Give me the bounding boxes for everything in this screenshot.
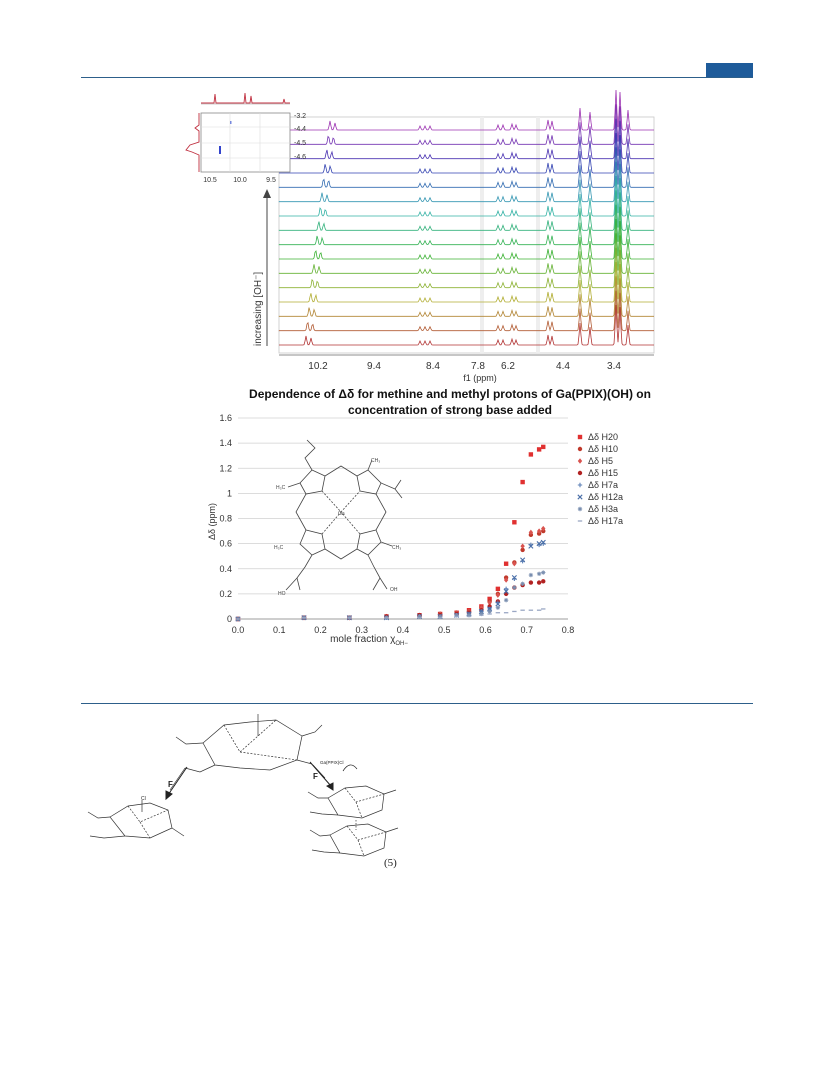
chart-x-tick: 0.4: [396, 625, 410, 635]
nmr-x-tick: 8.4: [426, 361, 440, 372]
nmr-x-tick: 9.4: [367, 361, 381, 372]
chart-x-tick: 0.8: [561, 625, 575, 635]
nmr-x-tick: 7.8: [471, 361, 485, 372]
chart-y-tick: 0.8: [219, 513, 232, 524]
svg-text:OH: OH: [390, 587, 398, 593]
scheme-f-right: F: [313, 772, 318, 781]
legend-label: Δδ H15: [588, 468, 619, 478]
chart-title-line2: concentration of strong base added: [347, 403, 553, 417]
svg-text:HO: HO: [278, 591, 286, 597]
svg-text:H₃C: H₃C: [276, 485, 286, 491]
nmr-x-tick: 10.2: [308, 361, 328, 372]
legend-label: Δδ H7a: [588, 480, 619, 490]
inset-x-tick: 10.5: [203, 177, 217, 184]
chart-x-tick: 0.5: [437, 625, 451, 635]
chart-y-tick: 1: [226, 488, 232, 499]
scheme-reagent: Ga(PPIX)Cl: [320, 760, 344, 765]
chart-x-tick: 0.7: [520, 625, 534, 635]
scheme-left-porphyrin: [88, 800, 184, 838]
scheme-f-left: F: [168, 780, 173, 789]
chart-y-tick: 1.6: [219, 413, 232, 423]
scheme-cl-label: Cl: [141, 796, 146, 802]
chart-title-line1: Dependence of Δδ for methine and methyl protons of Ga(PPIX)(OH) on: [249, 387, 651, 401]
chart-y-tick: 0.6: [219, 538, 232, 549]
inset-x-tick: 9.5: [266, 177, 276, 184]
chart-y-tick: 0: [226, 614, 232, 624]
svg-text:CH₃: CH₃: [371, 458, 381, 464]
chart-x-tick: 0.0: [231, 625, 245, 635]
nmr-x-tick: 3.4: [607, 361, 621, 372]
scheme-number: (5): [384, 857, 397, 869]
legend-label: Δδ H20: [588, 432, 619, 442]
legend-label: Δδ H10: [588, 444, 619, 454]
legend-label: Δδ H3a: [588, 504, 619, 514]
legend-label: Δδ H17a: [588, 516, 624, 526]
chart-x-label-sub: OH−: [395, 641, 408, 647]
scheme-top-porphyrin: [176, 714, 322, 772]
legend-label: Δδ H12a: [588, 492, 624, 502]
chart-y-tick: 0.2: [219, 588, 232, 599]
nmr-x-tick: 6.2: [501, 361, 515, 372]
inset-x-tick: 10.0: [233, 177, 247, 184]
nmr-x-tick: 4.4: [556, 361, 570, 372]
chart-x-tick: 0.1: [272, 625, 286, 635]
chart-x-tick: 0.6: [479, 625, 492, 635]
inset-y-tick: -3.2: [294, 113, 307, 120]
inset-y-tick: -4.4: [294, 126, 307, 133]
inset-y-tick: -4.5: [294, 140, 307, 147]
inset-y-tick: -4.6: [294, 154, 307, 161]
chart-y-label: Δδ (ppm): [207, 502, 217, 540]
chart-x-tick: 0.2: [314, 625, 327, 635]
legend-label: Δδ H5: [588, 456, 614, 466]
svg-text:H₃C: H₃C: [274, 545, 284, 551]
increasing-oh-label: increasing [OH⁻]: [253, 271, 264, 346]
svg-text:Ga: Ga: [338, 511, 345, 517]
scheme-dimer-bottom: [310, 820, 398, 856]
svg-text:CH₃: CH₃: [392, 545, 402, 551]
nmr-x-label: f1 (ppm): [463, 373, 497, 383]
chart-y-tick: 0.4: [219, 563, 232, 574]
chart-x-label-text: mole fraction χ: [330, 634, 396, 645]
chart-x-tick: 0.3: [355, 625, 369, 635]
chart-y-tick: 1.4: [219, 438, 232, 449]
chart-y-tick: 1.2: [219, 463, 232, 474]
scheme-dimer-top: [308, 786, 396, 818]
